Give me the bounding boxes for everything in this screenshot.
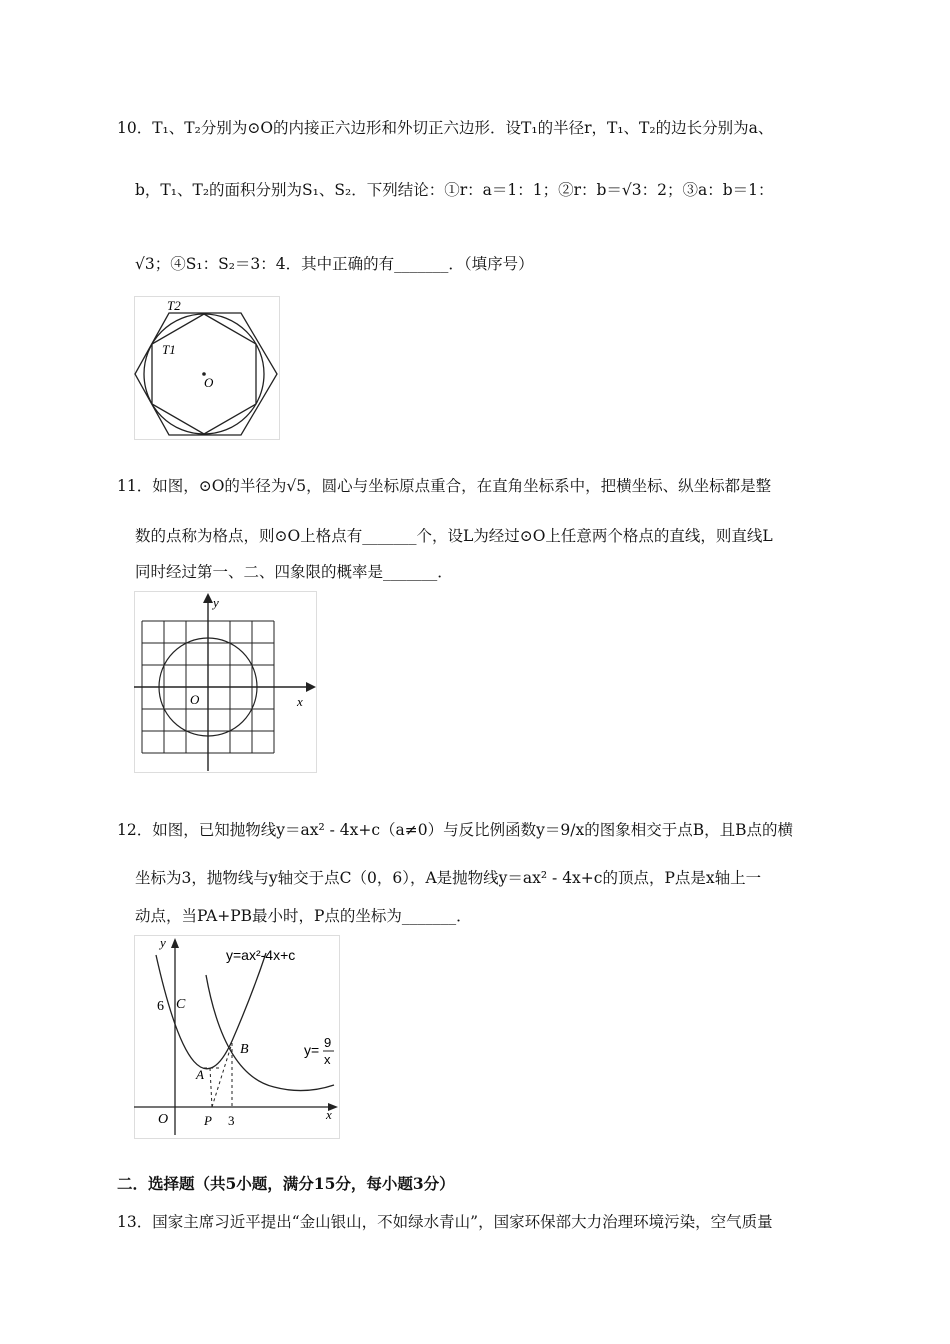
parabola-curve <box>156 953 266 1069</box>
q13-line1: 13．国家主席习近平提出“金山银山，不如绿水青山”，国家环保部大力治理环境污染，空气质量 <box>117 1213 773 1231</box>
figure-border <box>135 936 340 1139</box>
section2-title: 二．选择题（共5小题，满分15分，每小题3分） <box>117 1174 455 1193</box>
label-x: x <box>326 1107 332 1122</box>
label-parabola: y=ax²-4x+c <box>226 947 296 963</box>
q10-hexagon-figure <box>134 296 281 441</box>
q11-line3: 同时经过第一、二、四象限的概率是_______． <box>135 563 453 581</box>
label-T2: T2 <box>167 298 181 313</box>
hyperbola-curve <box>206 975 334 1091</box>
label-6: 6 <box>157 999 164 1014</box>
q12-parabola-figure <box>134 935 341 1140</box>
label-O: O <box>158 1112 169 1127</box>
figure-border <box>135 592 317 773</box>
q12-line1: 12．如图，已知抛物线y＝ax² - 4x+c（a≠0）与反比例函数y＝9/x的图象相交于点B，且B点的横 <box>117 821 793 839</box>
label-y: y <box>213 595 219 610</box>
q11-line1: 11．如图，⊙O的半径为√5，圆心与坐标原点重合，在直角坐标系中，把横坐标、纵坐标都是整 <box>117 477 772 495</box>
label-hyperbola-num: 9 <box>324 1035 332 1050</box>
dashed-lines <box>204 1043 232 1107</box>
figure-border <box>135 297 280 440</box>
q11-line2: 数的点称为格点，则⊙O上格点有_______个，设L为经过⊙O上任意两个格点的直线，则直线L <box>135 527 773 545</box>
label-P: P <box>204 1113 212 1128</box>
label-O: O <box>204 375 214 390</box>
label-3: 3 <box>228 1113 235 1128</box>
label-B: B <box>240 1042 249 1057</box>
label-y: y <box>160 935 166 950</box>
q12-line3: 动点，当PA+PB最小时，P点的坐标为_______． <box>135 907 472 925</box>
label-x: x <box>297 694 303 709</box>
label-C: C <box>176 997 186 1012</box>
q10-line1: 10．T₁、T₂分别为⊙O的内接正六边形和外切正六边形．设T₁的半径r，T₁、T₂的边长分别为a、 <box>117 119 774 137</box>
q10-line3: √3；④S₁：S₂＝3：4．其中正确的有_______．（填序号） <box>135 255 534 273</box>
x-axis-arrow <box>306 682 316 692</box>
q12-line2: 坐标为3，抛物线与y轴交于点C（0，6），A是抛物线y＝ax² - 4x+c的顶点，P点是x轴上一 <box>135 869 762 887</box>
label-T1: T1 <box>162 342 176 357</box>
label-hyperbola-y: y= <box>304 1042 320 1058</box>
q10-line2: b，T₁、T₂的面积分别为S₁、S₂．下列结论：①r：a＝1：1；②r：b＝√3：2；③a：b＝1： <box>135 181 774 199</box>
label-O: O <box>190 692 200 707</box>
label-A: A <box>196 1067 204 1082</box>
y-axis-arrow <box>171 938 179 948</box>
label-hyperbola-den: x <box>324 1052 331 1067</box>
q11-grid-figure <box>134 591 318 774</box>
y-axis-arrow <box>203 593 213 603</box>
